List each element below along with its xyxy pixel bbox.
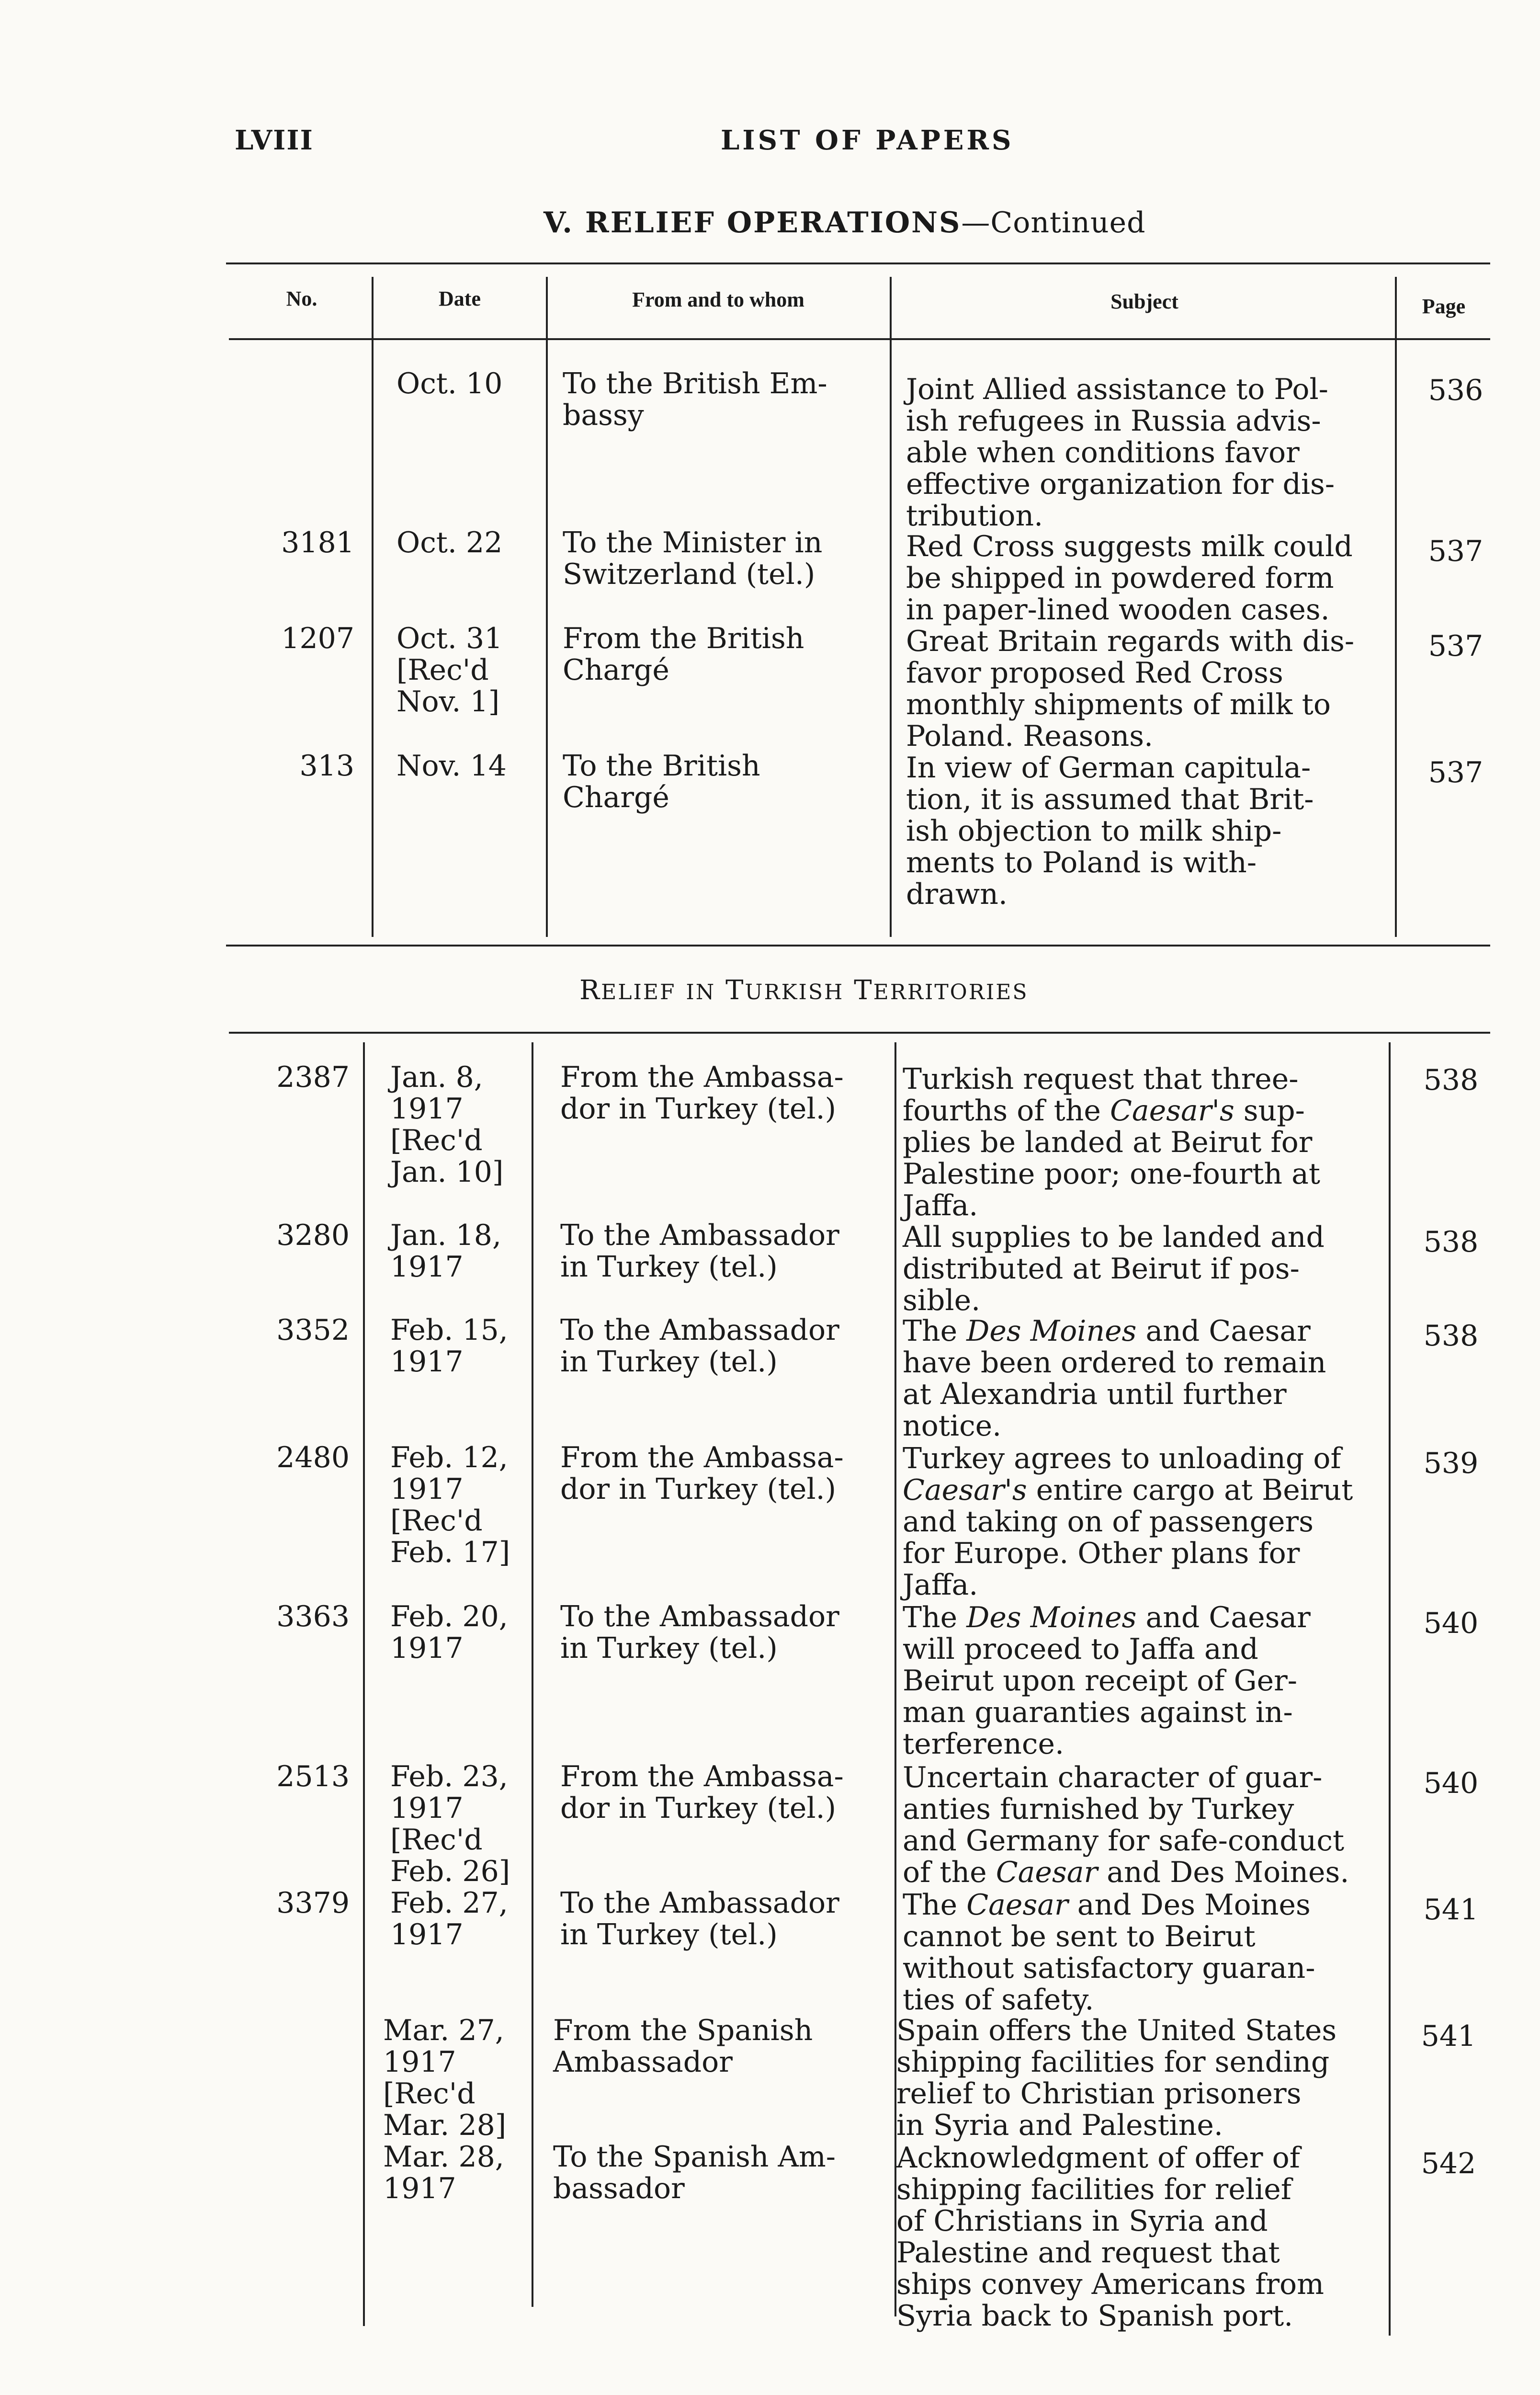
subject-text: The — [903, 1888, 967, 1922]
subsection-w1-rest: ELIEF — [601, 980, 676, 1004]
subsection-w2: IN — [686, 980, 716, 1004]
subject — [903, 1602, 1381, 1760]
subject-text: Turkish request that three- fourths of the — [903, 1062, 1299, 1128]
from-to: From the Ambassa- dor in Turkey (tel.) — [560, 1441, 844, 1506]
subject-text: Turkey agrees to unloading of — [903, 1442, 1341, 1475]
col-header-no: No. — [286, 287, 317, 310]
doc-number: 3379 — [276, 1886, 350, 1920]
subject-text: and Des Moines cannot be sent to Beirut without satisfactory guaran- ties of safety. — [903, 1888, 1315, 2017]
doc-number: 313 — [299, 749, 354, 783]
subject-emphasis: Des Moines — [966, 1314, 1137, 1348]
table1-header-rule — [229, 338, 1490, 340]
section-title — [544, 206, 1146, 240]
doc-date: Nov. 14 — [396, 749, 507, 783]
subsection-w3-cap: T — [725, 975, 745, 1006]
col-header-subject: Subject — [1110, 290, 1178, 313]
col-header-page: Page — [1422, 295, 1466, 318]
table1-bottom-rule — [226, 945, 1490, 947]
subject — [903, 1443, 1381, 1601]
page-ref: 540 — [1423, 1767, 1479, 1800]
doc-date: Oct. 10 — [396, 367, 503, 400]
doc-date: Oct. 22 — [396, 526, 503, 559]
subject-emphasis: Caesar — [966, 1888, 1068, 1922]
doc-number: 3181 — [281, 526, 354, 559]
doc-date: Feb. 20, 1917 — [390, 1600, 508, 1665]
subject-text: The — [903, 1601, 967, 1634]
doc-date: Feb. 12, 1917 [Rec'd Feb. 17] — [390, 1441, 510, 1569]
page-ref: 541 — [1421, 2019, 1476, 2053]
from-to: From the Spanish Ambassador — [553, 2014, 813, 2079]
doc-date: Mar. 27, 1917 [Rec'd Mar. 28] — [383, 2014, 507, 2142]
page-number: LVIII — [235, 125, 314, 156]
subsection-w3-rest: URKISH — [745, 980, 844, 1004]
subsection-w4-rest: ERRITORIES — [873, 980, 1029, 1004]
page-ref: 539 — [1423, 1447, 1479, 1480]
subject-emphasis: Caesar's — [903, 1473, 1027, 1507]
page-ref: 541 — [1423, 1893, 1479, 1927]
subsection-w1-cap: R — [579, 975, 601, 1006]
subject-text: Uncertain character of guar- anties furnished by Turkey and Germany for safe-conduct of the — [903, 1761, 1345, 1889]
subject: Great Britain regards with dis- favor proposed Red Cross monthly shipments of milk to Poland. Reasons. — [906, 625, 1355, 753]
subsection-w4-cap: T — [854, 975, 873, 1006]
from-to: To the British Em- bassy — [563, 367, 827, 432]
subject: In view of German capitula- tion, it is assumed that Brit- ish objection to milk ship- ments to Poland is with- drawn. — [906, 751, 1314, 911]
page-ref: 542 — [1421, 2147, 1476, 2180]
doc-date: Jan. 8, 1917 [Rec'd Jan. 10] — [390, 1061, 504, 1189]
doc-number: 2480 — [276, 1441, 350, 1474]
running-title: LIST OF PAPERS — [721, 125, 1014, 156]
table2-top-rule — [229, 1032, 1490, 1034]
doc-number: 2513 — [276, 1760, 350, 1793]
page-ref: 538 — [1423, 1319, 1479, 1353]
page-ref: 537 — [1428, 756, 1483, 789]
col-header-date: Date — [439, 287, 481, 310]
subject-text: All supplies to be landed and distributed at Beirut if pos- sible. — [903, 1220, 1325, 1317]
subject-emphasis: Caesar's — [1110, 1094, 1234, 1128]
subject-text: The — [903, 1314, 967, 1348]
subject: Joint Allied assistance to Pol- ish refugees in Russia advis- able when conditions favor effective organization for dis- tribution. — [906, 373, 1335, 533]
subject-text: sup- plies be landed at Beirut for Palestine poor; one-fourth at Jaffa. — [903, 1094, 1320, 1222]
doc-date: Feb. 23, 1917 [Rec'd Feb. 26] — [390, 1760, 510, 1888]
from-to: To the Spanish Am- bassador — [553, 2140, 836, 2205]
from-to: To the Ambassador in Turkey (tel.) — [560, 1313, 839, 1379]
subject-text: Acknowledgment of offer of shipping facilities for relief of Christians in Syria and Palestine and request that ships convey Americans from Syria back to Spanish port. — [896, 2141, 1325, 2333]
table1-col-line-2 — [546, 277, 548, 937]
table2-col-line-1 — [363, 1042, 365, 2326]
page-ref: 536 — [1428, 374, 1483, 407]
subject — [896, 2015, 1380, 2141]
page-ref: 537 — [1428, 629, 1483, 663]
subsection-heading — [579, 975, 1029, 1006]
doc-number: 1207 — [281, 622, 354, 655]
subject: Red Cross suggests milk could be shipped in powdered form in paper-lined wooden cases. — [906, 530, 1353, 627]
table1-col-line-1 — [372, 277, 374, 937]
page-ref: 538 — [1423, 1063, 1479, 1097]
doc-date: Oct. 31 [Rec'd Nov. 1] — [396, 622, 503, 718]
doc-number: 3363 — [276, 1600, 350, 1633]
doc-number: 2387 — [276, 1061, 350, 1094]
col-header-from-to: From and to whom — [632, 288, 804, 311]
subject-text: and Des Moines. — [1098, 1856, 1349, 1889]
doc-date: Feb. 27, 1917 — [390, 1886, 508, 1951]
page-ref: 540 — [1423, 1607, 1479, 1640]
from-to: To the Ambassador in Turkey (tel.) — [560, 1600, 839, 1665]
from-to: From the Ambassa- dor in Turkey (tel.) — [560, 1061, 844, 1126]
doc-date: Feb. 15, 1917 — [390, 1313, 508, 1379]
doc-number: 3280 — [276, 1219, 350, 1252]
subject-emphasis: Caesar — [996, 1856, 1098, 1889]
from-to: From the British Chargé — [563, 622, 804, 687]
page-ref: 537 — [1428, 535, 1483, 568]
subject — [903, 1063, 1381, 1221]
table2-col-line-4 — [1389, 1042, 1391, 2336]
subject-text: and Caesar have been ordered to remain at Alexandria until further notice. — [903, 1314, 1326, 1443]
subject — [903, 1315, 1381, 1442]
table1-top-rule — [226, 262, 1490, 264]
doc-number: 3352 — [276, 1313, 350, 1347]
doc-date: Jan. 18, 1917 — [390, 1219, 502, 1284]
subject-text: Spain offers the United States shipping facilities for sending relief to Christian prisoners in Syria and Palestine. — [896, 2014, 1337, 2142]
table1-col-line-4 — [1395, 277, 1397, 937]
from-to: From the Ambassa- dor in Turkey (tel.) — [560, 1760, 844, 1825]
from-to: To the British Chargé — [563, 749, 760, 814]
section-continued: —Continued — [961, 206, 1146, 240]
doc-date: Mar. 28, 1917 — [383, 2140, 504, 2205]
subject-text: and Caesar will proceed to Jaffa and Beirut upon receipt of Ger- man guaranties against in- terference. — [903, 1601, 1311, 1761]
page-ref: 538 — [1423, 1225, 1479, 1259]
from-to: To the Ambassador in Turkey (tel.) — [560, 1886, 839, 1951]
from-to: To the Ambassador in Turkey (tel.) — [560, 1219, 839, 1284]
subject — [903, 1762, 1381, 1888]
section-title-text: V. RELIEF OPERATIONS — [544, 206, 962, 240]
subject — [903, 1889, 1381, 2016]
subject-emphasis: Des Moines — [966, 1601, 1137, 1634]
subject-text: entire cargo at Beirut and taking on of passengers for Europe. Other plans for Jaffa. — [903, 1473, 1353, 1602]
table1-col-line-3 — [890, 277, 892, 937]
from-to: To the Minister in Switzerland (tel.) — [563, 526, 823, 591]
subject — [903, 1221, 1381, 1316]
subject — [896, 2142, 1380, 2332]
